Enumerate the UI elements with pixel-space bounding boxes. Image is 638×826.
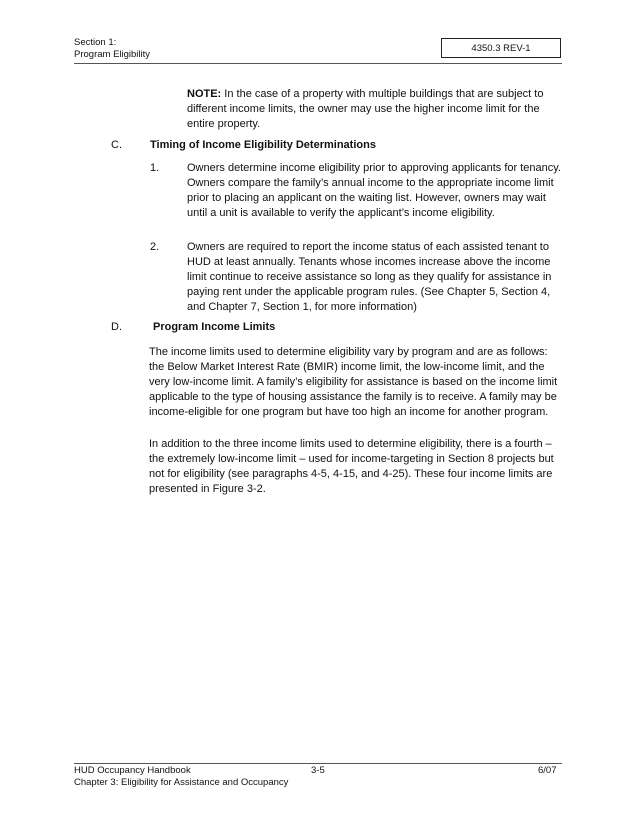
header-section: Section 1: [74, 37, 117, 48]
section-c-letter: C. [111, 139, 122, 151]
note-label: NOTE: [187, 88, 222, 100]
section-d-heading [111, 320, 571, 335]
document-number-box [441, 38, 561, 58]
section-d-paragraph-2: In addition to the three income limits used to determine eligibility, there is a fourth – the extremely low-income limit – used for income-targeting in Section 8 projects but not for eligibility (see paragraphs 4-5, 4-15, and 4-25). These four income limits are presented in Figure 3-2. [149, 438, 554, 495]
running-header [74, 37, 150, 61]
item-number: 2. [150, 241, 160, 253]
section-c-heading [111, 138, 571, 153]
footer-left [74, 765, 288, 789]
section-d-letter: D. [111, 321, 122, 333]
item-text: Owners are required to report the income status of each assisted tenant to HUD at least annually. Tenants whose incomes increase above the income limit continue to receive assistance so long as they qualify for assistance in paying rent under the applicable program rules. (See Chapter 5, Section 4, and Chapter 7, Section 1, for more information) [187, 241, 552, 313]
header-divider [74, 63, 562, 64]
footer-chapter: Chapter 3: Eligibility for Assistance and Occupancy [74, 777, 289, 788]
section-c-item-1 [150, 161, 565, 236]
section-c-item-2 [150, 240, 565, 315]
section-d-paragraph-1: The income limits used to determine eligibility vary by program and are as follows: the Below Market Interest Rate (BMIR) income limit, the low-income limit, and the very low-income limit. A family’s eligibility for assistance is based on the income limit applicable to the type of housing assistance the family is to receive. A family may be income-eligible for one program but have too high an income for another program. [149, 346, 558, 418]
document-number: 4350.3 REV-1 [471, 42, 531, 54]
footer-divider [74, 763, 562, 764]
note-text: In the case of a property with multiple buildings that are subject to different income limits, the owner may use the higher income limit for the entire property. [187, 88, 544, 130]
item-number: 1. [150, 162, 160, 174]
note-paragraph [187, 87, 567, 132]
item-text: Owners determine income eligibility prior to approving applicants for tenancy. Owners compare the family’s annual income to the appropriate income limit prior to placing an applicant on the waiting list. However, owners may wait until a unit is available to verify the applicant’s income eligibility. [187, 162, 561, 219]
section-c-title: Timing of Income Eligibility Determinations [150, 139, 376, 151]
footer-date: 6/07 [538, 765, 557, 776]
header-subtitle: Program Eligibility [74, 49, 151, 60]
footer-handbook: HUD Occupancy Handbook [74, 765, 191, 776]
page-number: 3-5 [311, 765, 325, 776]
section-d-title: Program Income Limits [153, 321, 276, 333]
